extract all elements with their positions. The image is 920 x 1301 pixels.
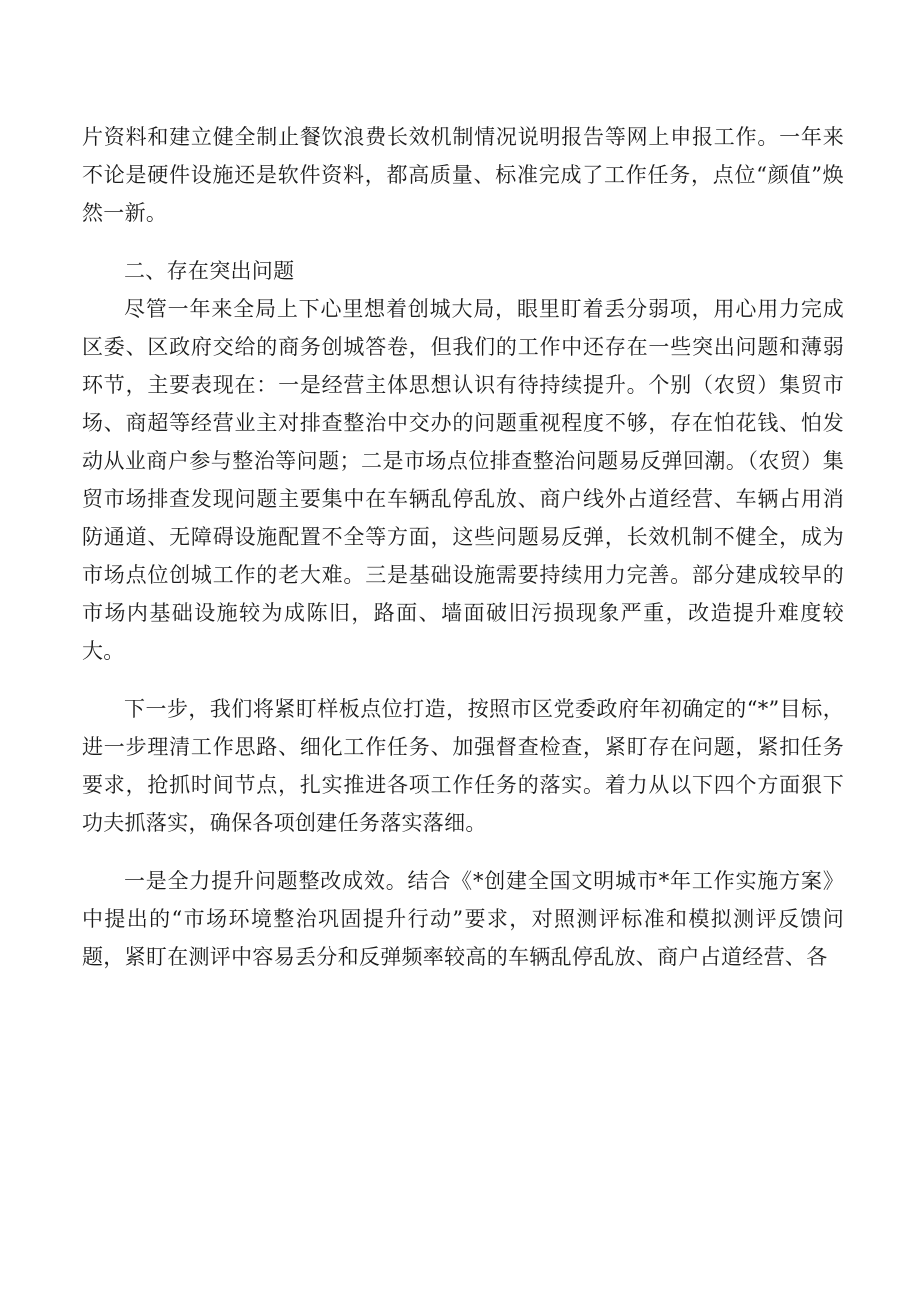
next-steps-paragraph: 下一步，我们将紧盯样板点位打造，按照市区党委政府年初确定的“*”目标，进一步理清工作思路、细化工作任务、加强督查检查，紧盯存在问题，紧扣任务要求，抢抓时间节点，扎实推进各项工作任务的落实。着力从以下四个方面狠下功夫抓落实，确保各项创建任务落实落细。: [82, 697, 844, 835]
problems-paragraph: 尽管一年来全局上下心里想着创城大局，眼里盯着丢分弱项，用心用力完成区委、区政府交给的商务创城答卷，但我们的工作中还存在一些突出问题和薄弱环节，主要表现在：一是经营主体思想认识有待持续提升。个别（农贸）集贸市场、商超等经营业主对排查整治中交办的问题重视程度不够，存在怕花钱、怕发动从业商户参与整治等问题；二是市场点位排查整治问题易反弹回潮。（农贸）集贸市场排查发现问题主要集中在车辆乱停乱放、商户线外占道经营、车辆占用消防通道、无障碍设施配置不全等方面，这些问题易反弹，长效机制不健全，成为市场点位创城工作的老大难。三是基础设施需要持续用力完善。部分建成较早的市场内基础设施较为成陈旧，路面、墙面破旧污损现象严重，改造提升难度较大。: [82, 297, 844, 663]
section-heading: 二、存在突出问题: [124, 259, 295, 283]
continuation-paragraph: 片资料和建立健全制止餐饮浪费长效机制情况说明报告等网上申报工作。一年来不论是硬件设施还是软件资料，都高质量、标准完成了工作任务，点位“颜值”焕然一新。: [82, 125, 844, 225]
first-measure-paragraph: 一是全力提升问题整改成效。结合《*创建全国文明城市*年工作实施方案》中提出的“市场环境整治巩固提升行动”要求，对照测评标准和模拟测评反馈问题，紧盯在测评中容易丢分和反弹频率较高的车辆乱停乱放、商户占道经营、各: [82, 869, 844, 969]
document-page: [82, 118, 844, 976]
